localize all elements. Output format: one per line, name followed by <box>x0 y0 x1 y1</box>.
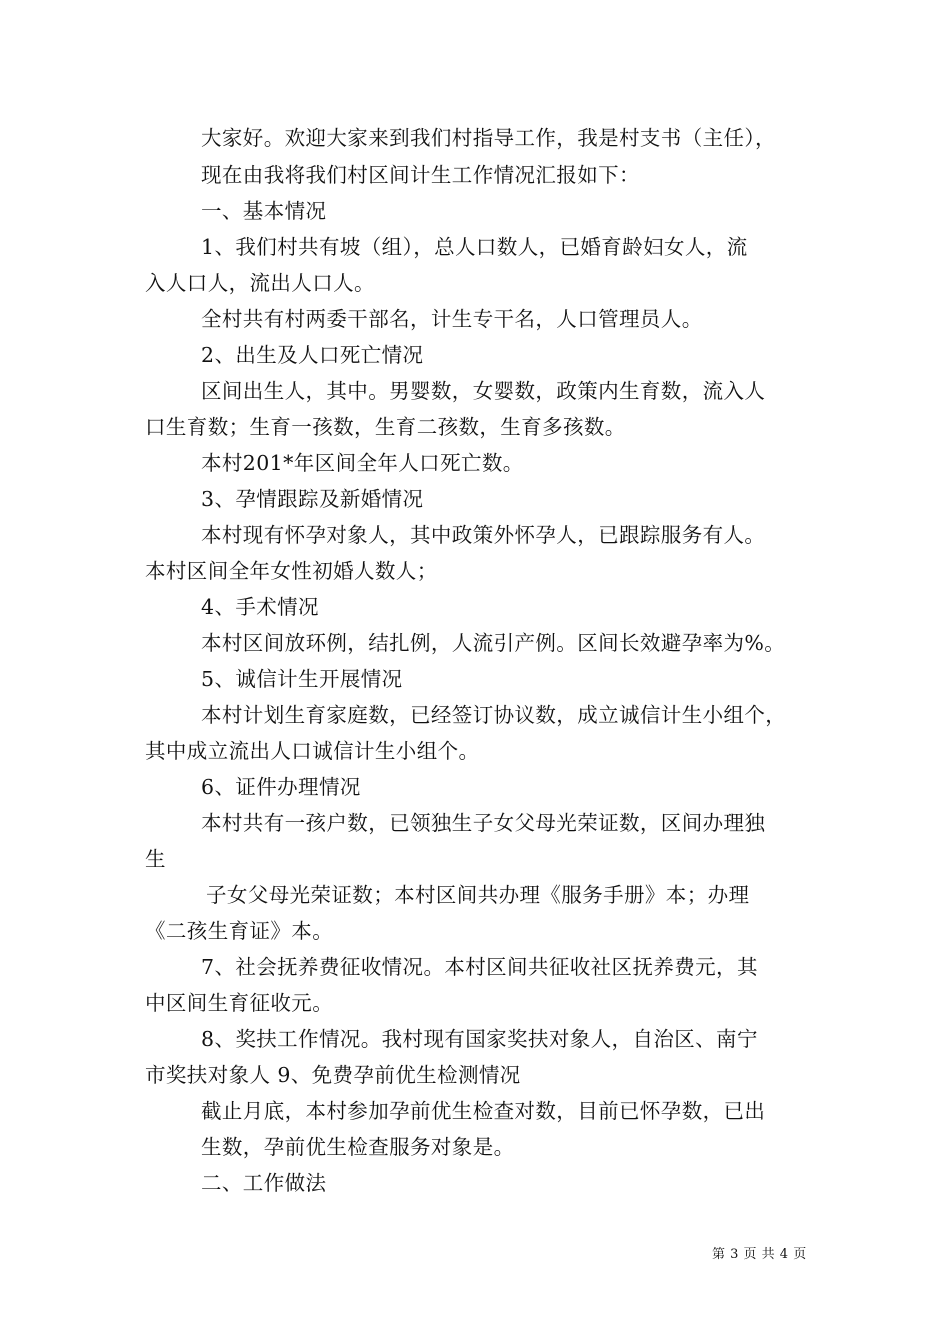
paragraph-line: 本村共有一孩户数，已领独生子女父母光荣证数，区间办理独 <box>201 811 766 835</box>
paragraph-line: 截止月底，本村参加孕前优生检查对数，目前已怀孕数，已出 <box>201 1099 766 1123</box>
paragraph-line: 生数，孕前优生检查服务对象是。 <box>201 1135 515 1159</box>
paragraph-line: 子女父母光荣证数；本村区间共办理《服务手册》本；办理 <box>206 883 750 907</box>
paragraph-line: 大家好。欢迎大家来到我们村指导工作，我是村支书（主任）， <box>201 126 776 150</box>
paragraph-line: 市奖扶对象人 9、免费孕前优生检测情况 <box>145 1063 521 1087</box>
paragraph-line: 中区间生育征收元。 <box>145 991 334 1015</box>
paragraph-line: 本村201*年区间全年人口死亡数。 <box>201 451 524 475</box>
subsection-heading: 6、证件办理情况 <box>201 775 361 799</box>
paragraph-line: 8、奖扶工作情况。我村现有国家奖扶对象人，自治区、南宁 <box>201 1027 758 1051</box>
paragraph-line: 全村共有村两委干部名，计生专干名，人口管理员人。 <box>201 307 703 331</box>
section-heading: 二、工作做法 <box>201 1171 327 1195</box>
paragraph-line: 本村现有怀孕对象人，其中政策外怀孕人，已跟踪服务有人。 <box>201 523 766 547</box>
paragraph-line: 现在由我将我们村区间计生工作情况汇报如下： <box>201 163 640 187</box>
paragraph-line: 口生育数；生育一孩数，生育二孩数，生育多孩数。 <box>145 415 626 439</box>
paragraph-line: 其中成立流出人口诚信计生小组个。 <box>145 739 480 763</box>
paragraph-line: 本村区间放环例，结扎例，人流引产例。区间长效避孕率为%。 <box>201 631 786 655</box>
section-heading: 一、基本情况 <box>201 199 327 223</box>
subsection-heading: 2、出生及人口死亡情况 <box>201 343 424 367</box>
subsection-heading: 3、孕情跟踪及新婚情况 <box>201 487 424 511</box>
paragraph-line: 本村区间全年女性初婚人数人； <box>145 559 438 583</box>
subsection-heading: 4、手术情况 <box>201 595 319 619</box>
paragraph-line: 1、我们村共有坡（组），总人口数人，已婚育龄妇女人，流 <box>201 235 748 259</box>
paragraph-line: 入人口人，流出人口人。 <box>145 271 375 295</box>
paragraph-line: 本村计划生育家庭数，已经签订协议数，成立诚信计生小组个， <box>201 703 787 727</box>
paragraph-line: 《二孩生育证》本。 <box>145 919 334 943</box>
page-number-footer: 第 3 页 共 4 页 <box>712 1247 807 1262</box>
paragraph-line: 7、社会抚养费征收情况。本村区间共征收社区抚养费元，其 <box>201 955 758 979</box>
subsection-heading: 5、诚信计生开展情况 <box>201 667 403 691</box>
paragraph-line: 生 <box>145 847 166 871</box>
paragraph-line: 区间出生人，其中。男婴数，女婴数，政策内生育数，流入人 <box>201 379 766 403</box>
